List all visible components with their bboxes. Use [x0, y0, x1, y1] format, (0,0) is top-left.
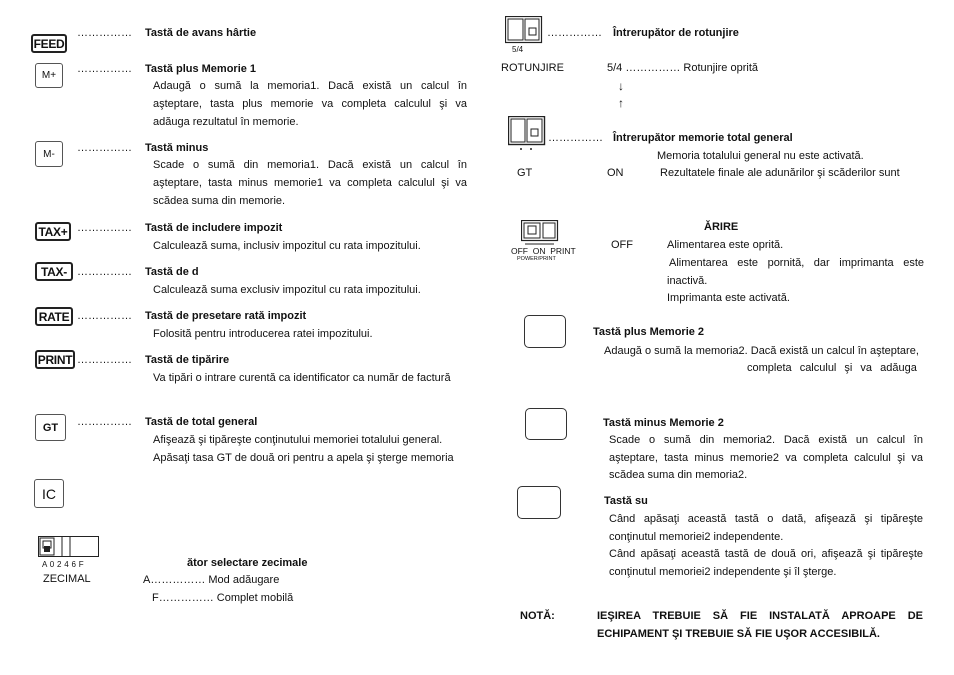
memory2-recall-key-icon [517, 486, 561, 519]
mminus-desc-3: scădea suma din memorie. [153, 195, 286, 207]
mplus-desc-1: Adaugă o sumă la memoria1. Dacă există un calcul în [153, 80, 467, 92]
power-off-desc: Alimentarea este oprită. [667, 239, 784, 251]
gtswitch-desc-2: Rezultatele finale ale adunărilor şi scăderilor sunt [660, 167, 900, 179]
taxplus-desc: Calculează suma, inclusiv impozitul cu rata impozitului. [153, 240, 421, 252]
rate-dots: …………… [77, 310, 132, 322]
power-switch-sub: POWER/PRINT [517, 256, 556, 262]
print-dots: …………… [77, 354, 132, 366]
gt-desc-2: Apăsaţi tasa GT de două ori pentru a apela şi şterge memoria [153, 452, 454, 464]
m2minus-desc-2: aşteptare, tasta minus memorie2 va completa calculul şi va [609, 452, 923, 464]
taxminus-title: Tastă de d [145, 266, 199, 278]
gtswitch-desc-1: Memoria totalului general nu este activată. [657, 150, 864, 162]
gtswitch-title: Întrerupător memorie total general [613, 132, 793, 144]
m2plus-desc-2: completa calculul şi va adăuga [747, 362, 917, 374]
m2minus-desc-1: Scade o sumă din memoria2. Dacă există un calcul în [609, 434, 923, 446]
decimal-label: ZECIMAL [43, 573, 91, 585]
memory-minus-key-icon: M- [35, 141, 63, 167]
power-off-label: OFF [611, 239, 633, 251]
gtswitch-on: ON [607, 167, 624, 179]
arrow-up-icon: ↑ [618, 96, 624, 110]
note-line-1: IEŞIREA TREBUIE SĂ FIE INSTALATĂ APROAPE DE [597, 610, 923, 622]
rounding-switch-icon [505, 16, 543, 46]
print-desc: Va tipări o intrare curentă ca identificator ca număr de factură [153, 372, 451, 384]
print-title: Tastă de tipărire [145, 354, 230, 366]
power-switch-labels: OFF ON PRINT [511, 246, 576, 256]
memory-plus-key-icon: M+ [35, 63, 63, 88]
taxminus-desc: Calculează suma exclusiv impozitul cu rata impozitului. [153, 284, 421, 296]
feed-dots: …………… [77, 27, 132, 39]
rounding-switch-label: 5/4 [512, 45, 524, 54]
rate-desc: Folosită pentru introducerea ratei impozitului. [153, 328, 373, 340]
decimal-title: ător selectare zecimale [187, 557, 308, 569]
note-line-2: ECHIPAMENT ŞI TREBUIE SĂ FIE UŞOR ACCESIBILĂ. [597, 628, 880, 640]
rounding-label: ROTUNJIRE [501, 62, 564, 74]
taxminus-dots: …………… [77, 266, 132, 278]
mplus-title: Tastă plus Memorie 1 [145, 63, 257, 75]
gt-desc-1: Afişează şi tipăreşte conţinutului memoriei totalului general. [153, 434, 443, 446]
decimal-switch-positions: A 0 2 4 6 F [42, 560, 84, 569]
gt-switch-icon [508, 116, 548, 152]
rate-title: Tastă de presetare rată impozit [145, 310, 307, 322]
rounding-desc: 5/4 …………… Rotunjire oprită [607, 62, 758, 74]
decimal-switch-icon [38, 536, 100, 558]
gtswitch-label: GT [517, 167, 533, 179]
power-on-desc-b: inactivă. [667, 275, 708, 287]
tax-plus-key-icon: TAX+ [35, 222, 71, 241]
memory2-minus-key-icon [525, 408, 567, 440]
power-title: ĂRIRE [704, 221, 739, 233]
power-print-desc: Imprimanta este activată. [667, 292, 790, 304]
m2plus-title: Tastă plus Memorie 2 [593, 326, 705, 338]
rate-key-icon: RATE [35, 307, 73, 326]
ic-key-icon: IC [34, 479, 64, 508]
m2minus-title: Tastă minus Memorie 2 [603, 417, 724, 429]
su-desc-2: conţinutul memoriei2 independente. [609, 531, 784, 543]
power-switch-icon [521, 220, 561, 246]
gtswitch-dots: …………… [548, 132, 603, 144]
tax-minus-key-icon: TAX- [35, 262, 73, 281]
mminus-dots: …………… [77, 142, 132, 154]
arrow-down-icon: ↓ [618, 79, 624, 93]
taxplus-title: Tastă de includere impozit [145, 222, 283, 234]
gt-dots: …………… [77, 416, 132, 428]
gt-title: Tastă de total general [145, 416, 258, 428]
mminus-desc-2: aşteptare, tasta minus memorie1 va completa calculul şi va [153, 177, 467, 189]
mplus-desc-3: adăuga rezultatul în memorie. [153, 116, 299, 128]
rounding-dots: …………… [547, 27, 602, 39]
print-key-icon: PRINT [35, 350, 75, 369]
decimal-f-desc: F…………… Complet mobilă [152, 592, 294, 604]
su-title: Tastă su [604, 495, 648, 507]
feed-title: Tastă de avans hârtie [145, 27, 257, 39]
rounding-title: Întrerupător de rotunjire [613, 27, 739, 39]
m2plus-desc-1: Adaugă o sumă la memoria2. Dacă există un calcul în aşteptare, [604, 345, 919, 357]
mminus-title: Tastă minus [145, 142, 209, 154]
memory2-plus-key-icon [524, 315, 566, 348]
taxplus-dots: …………… [77, 222, 132, 234]
su-desc-4: conţinutul memoriei2 independente şi îl şterge. [609, 566, 837, 578]
power-on-desc-a: Alimentarea este pornită, dar imprimanta este [669, 257, 924, 269]
grand-total-key-icon: GT [35, 414, 66, 441]
mplus-dots: …………… [77, 63, 132, 75]
note-label: NOTĂ: [520, 610, 555, 622]
mplus-desc-2: aşteptare, tasta plus memorie va completa calculul şi va [153, 98, 467, 110]
m2minus-desc-3: scădea suma din memoria2. [609, 469, 748, 481]
mminus-desc-1: Scade o sumă din memoria1. Dacă există un calcul în [153, 159, 467, 171]
feed-key-icon: FEED [31, 34, 67, 53]
decimal-a-desc: A…………… Mod adăugare [143, 574, 280, 586]
su-desc-3: Când apăsaţi această tastă de două ori, afişează şi tipăreşte [609, 548, 923, 560]
su-desc-1: Când apăsaţi această tastă o dată, afişează şi tipăreşte [609, 513, 923, 525]
